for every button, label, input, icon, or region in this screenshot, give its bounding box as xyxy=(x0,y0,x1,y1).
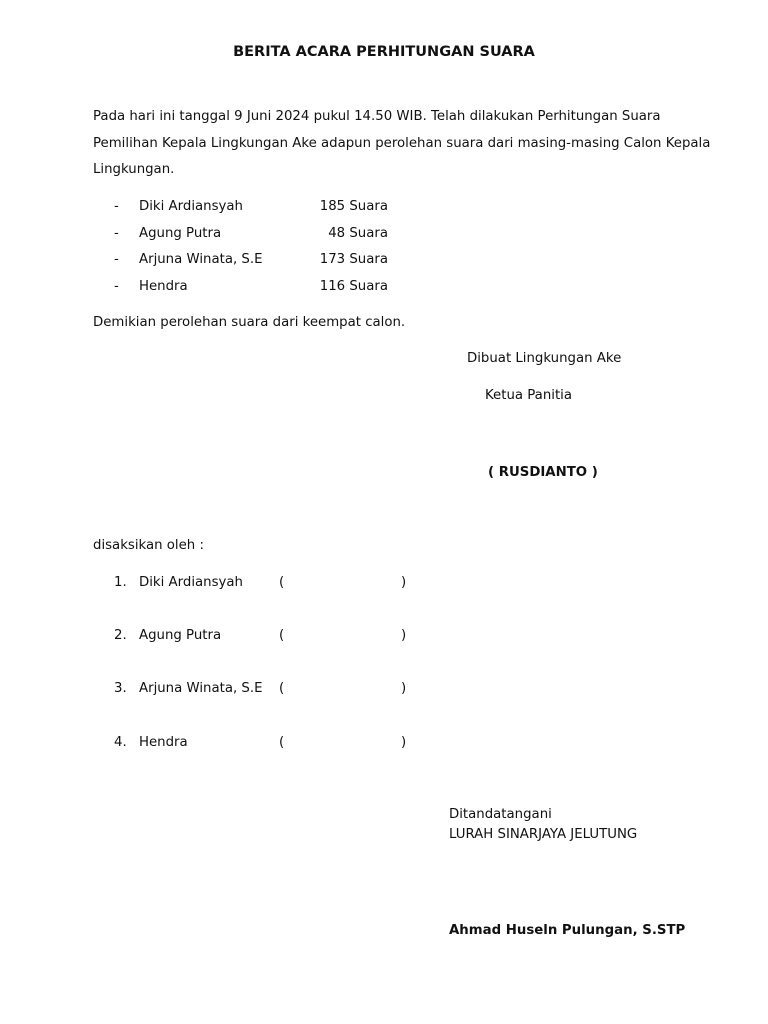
signature-open-paren: ( xyxy=(279,628,285,643)
result-votes: 185 Suara xyxy=(319,199,388,214)
signature-close-paren: ) xyxy=(401,575,407,590)
signature-close-paren: ) xyxy=(401,735,407,750)
result-bullet: - xyxy=(114,279,119,294)
witness-number: 2. xyxy=(114,628,127,643)
chair-name: ( RUSDIANTO ) xyxy=(488,465,598,480)
signature-open-paren: ( xyxy=(279,575,285,590)
closing-statement: Demikian perolehan suara dari keempat calon. xyxy=(93,315,406,330)
result-votes: 173 Suara xyxy=(319,252,388,267)
result-votes: 48 Suara xyxy=(328,226,388,241)
intro-line-1: Pada hari ini tanggal 9 Juni 2024 pukul 14.50 WIB. Telah dilakukan Perhitungan Suara xyxy=(93,109,661,124)
result-candidate-name: Hendra xyxy=(139,279,188,294)
result-votes: 116 Suara xyxy=(319,279,388,294)
intro-line-2: Pemilihan Kepala Lingkungan Ake adapun perolehan suara dari masing-masing Calon Kepala xyxy=(93,136,711,151)
result-bullet: - xyxy=(114,226,119,241)
witness-label: disaksikan oleh : xyxy=(93,538,204,553)
signature-open-paren: ( xyxy=(279,735,285,750)
signature-open-paren: ( xyxy=(279,681,285,696)
witness-number: 1. xyxy=(114,575,127,590)
result-bullet: - xyxy=(114,199,119,214)
document-title: BERITA ACARA PERHITUNGAN SUARA xyxy=(233,44,535,60)
witness-name: Agung Putra xyxy=(139,628,222,643)
result-candidate-name: Diki Ardiansyah xyxy=(139,199,243,214)
result-bullet: - xyxy=(114,252,119,267)
chair-role: Ketua Panitia xyxy=(485,388,573,403)
result-candidate-name: Agung Putra xyxy=(139,226,222,241)
intro-line-3: Lingkungan. xyxy=(93,162,175,177)
signature-close-paren: ) xyxy=(401,628,407,643)
result-candidate-name: Arjuna Winata, S.E xyxy=(139,252,263,267)
witness-number: 4. xyxy=(114,735,127,750)
witness-name: Arjuna Winata, S.E xyxy=(139,681,263,696)
signer-name: Ahmad Huseln Pulungan, S.STP xyxy=(449,923,686,938)
signed-label: Ditandatangani xyxy=(449,807,552,822)
witness-number: 3. xyxy=(114,681,127,696)
signer-office: LURAH SINARJAYA JELUTUNG xyxy=(449,827,638,842)
witness-name: Hendra xyxy=(139,735,188,750)
made-by-label: Dibuat Lingkungan Ake xyxy=(467,351,622,366)
signature-close-paren: ) xyxy=(401,681,407,696)
witness-name: Diki Ardiansyah xyxy=(139,575,243,590)
